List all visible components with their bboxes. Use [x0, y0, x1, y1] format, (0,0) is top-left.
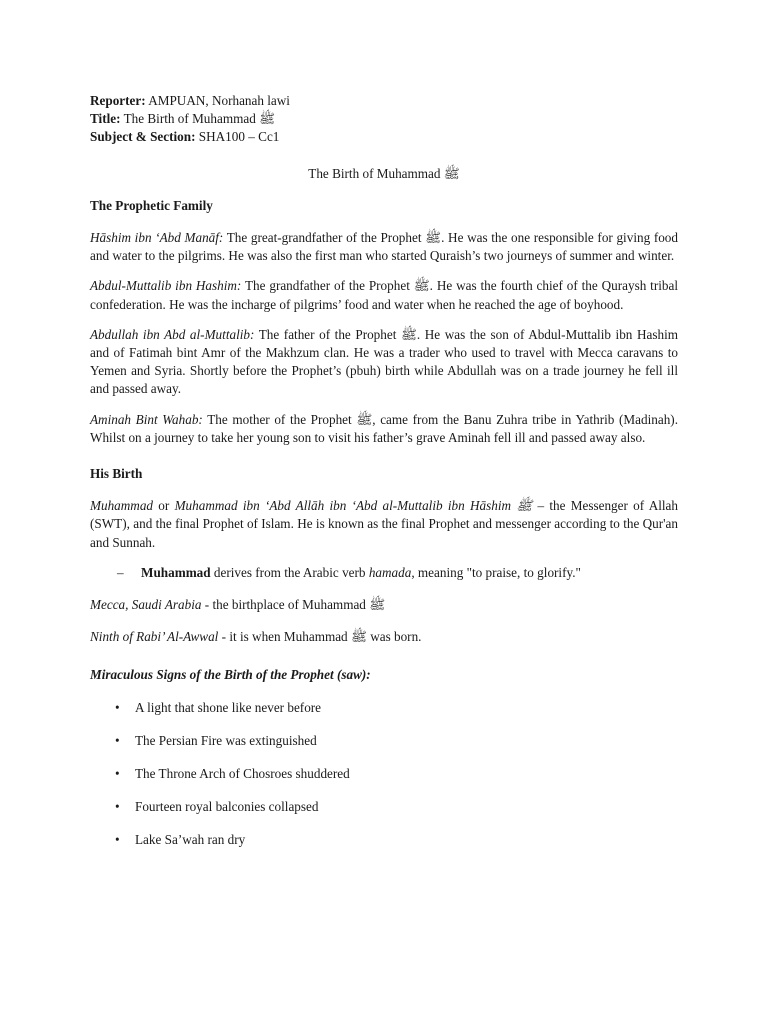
list-item [90, 699, 678, 717]
reporter-line [90, 92, 678, 110]
subject-line [90, 128, 678, 146]
birthdate-line [90, 628, 678, 646]
list-item [90, 798, 678, 816]
name-meaning-text [141, 564, 581, 582]
reporter-label: Reporter: [90, 93, 146, 108]
signs-list [90, 699, 678, 850]
list-item-text: Lake Sa’wah ran dry [135, 832, 246, 848]
family-entry-text: The mother of the Prophet ﷺ, came from the Banu Zuhra tribe in Yathrib (Madinah). Whilst on a journey to take her young son to visit his father’s grave Aminah fell ill and passed away also. [90, 411, 678, 445]
family-entry-abdul-muttalib [90, 277, 678, 313]
family-entry-hashim [90, 229, 678, 265]
subject-value: SHA100 – Cc1 [195, 129, 280, 145]
bullet-marker: • [115, 732, 120, 748]
list-item [90, 765, 678, 783]
family-entry-name: Aminah Bint Wahab: [90, 411, 203, 427]
list-item-text: The Throne Arch of Chosroes shuddered [135, 766, 350, 782]
list-item [90, 732, 678, 750]
birthdate-italic: Ninth of Rabi’ Al-Awwal [90, 629, 219, 645]
document-title: The Birth of Muhammad ﷺ [308, 165, 460, 181]
document-body [90, 92, 678, 865]
birthplace-italic: Mecca, Saudi Arabia [90, 597, 202, 613]
bullet-marker: • [115, 766, 120, 782]
name-meaning-bold: Muhammad [141, 564, 211, 580]
bullet-marker: • [115, 799, 120, 815]
birth-intro-text: – the Messenger of Allah (SWT), and the final Prophet of Islam. He is known as the final Prophet and messenger according to the Qur'an and Sunnah. [90, 498, 678, 550]
birthdate-text: - it is when Muhammad ﷺ was born. [218, 629, 422, 645]
family-entry-text: The great-grandfather of the Prophet ﷺ. He was the one responsible for giving food and water to the pilgrims. He was also the first man who started Quraish’s two journeys of summer and winter. [90, 230, 678, 264]
reporter-value: AMPUAN, Norhanah lawi [145, 93, 290, 108]
signs-heading: Miraculous Signs of the Birth of the Prophet (saw): [90, 667, 371, 683]
list-item-text: A light that shone like never before [135, 699, 322, 715]
family-entry-name: Hāshim ibn ‘Abd Manāf: [90, 230, 224, 246]
family-entry-text: The father of the Prophet ﷺ. He was the son of Abdul-Muttalib ibn Hashim and of Fatimah bint Amr of the Makhzum clan. He was a trader who used to travel with Mecca caravans to Yemen and Syria. Shortly before the Prophet’s (pbuh) birth while Abdullah was on a trade journey he fell ill and passed away. [90, 326, 678, 397]
bullet-marker: • [115, 699, 120, 715]
title-value: The Birth of Muhammad ﷺ [120, 111, 276, 127]
list-item-text: The Persian Fire was extinguished [135, 732, 317, 748]
family-entry-abdullah [90, 326, 678, 399]
family-heading: The Prophetic Family [90, 197, 213, 213]
bullet-marker: • [115, 832, 120, 848]
birth-intro [90, 497, 678, 552]
family-entry-name: Abdullah ibn Abd al-Muttalib: [90, 326, 255, 342]
list-item [90, 831, 678, 849]
family-entry-aminah [90, 411, 678, 447]
name-meaning-italic: hamada [368, 564, 412, 580]
name-meaning-item [117, 564, 678, 582]
birthplace-text: - the birthplace of Muhammad ﷺ [201, 597, 386, 613]
birth-intro-or: or [153, 498, 175, 514]
family-entry-name: Abdul-Muttalib ibn Hashim: [90, 278, 242, 294]
dash-marker: – [117, 564, 124, 580]
name-meaning-part2: , meaning "to praise, to glorify." [411, 564, 581, 580]
birth-intro-fullname: Muhammad ibn ‘Abd Allāh ibn ‘Abd al-Muttalib ibn Hāshim ﷺ [174, 498, 533, 514]
title-label: Title: [90, 111, 121, 127]
list-item-text: Fourteen royal balconies collapsed [135, 799, 319, 815]
birth-heading: His Birth [90, 466, 143, 482]
birthplace-line [90, 596, 678, 614]
title-line [90, 110, 678, 128]
birth-intro-name: Muhammad [90, 498, 154, 514]
family-entry-text: The grandfather of the Prophet ﷺ. He was the fourth chief of the Quraysh tribal confederation. He was the incharge of pilgrims’ food and water when he reached the age of boyhood. [90, 278, 678, 312]
subject-label: Subject & Section: [90, 129, 196, 145]
name-meaning-part1: derives from the Arabic verb [210, 564, 369, 580]
